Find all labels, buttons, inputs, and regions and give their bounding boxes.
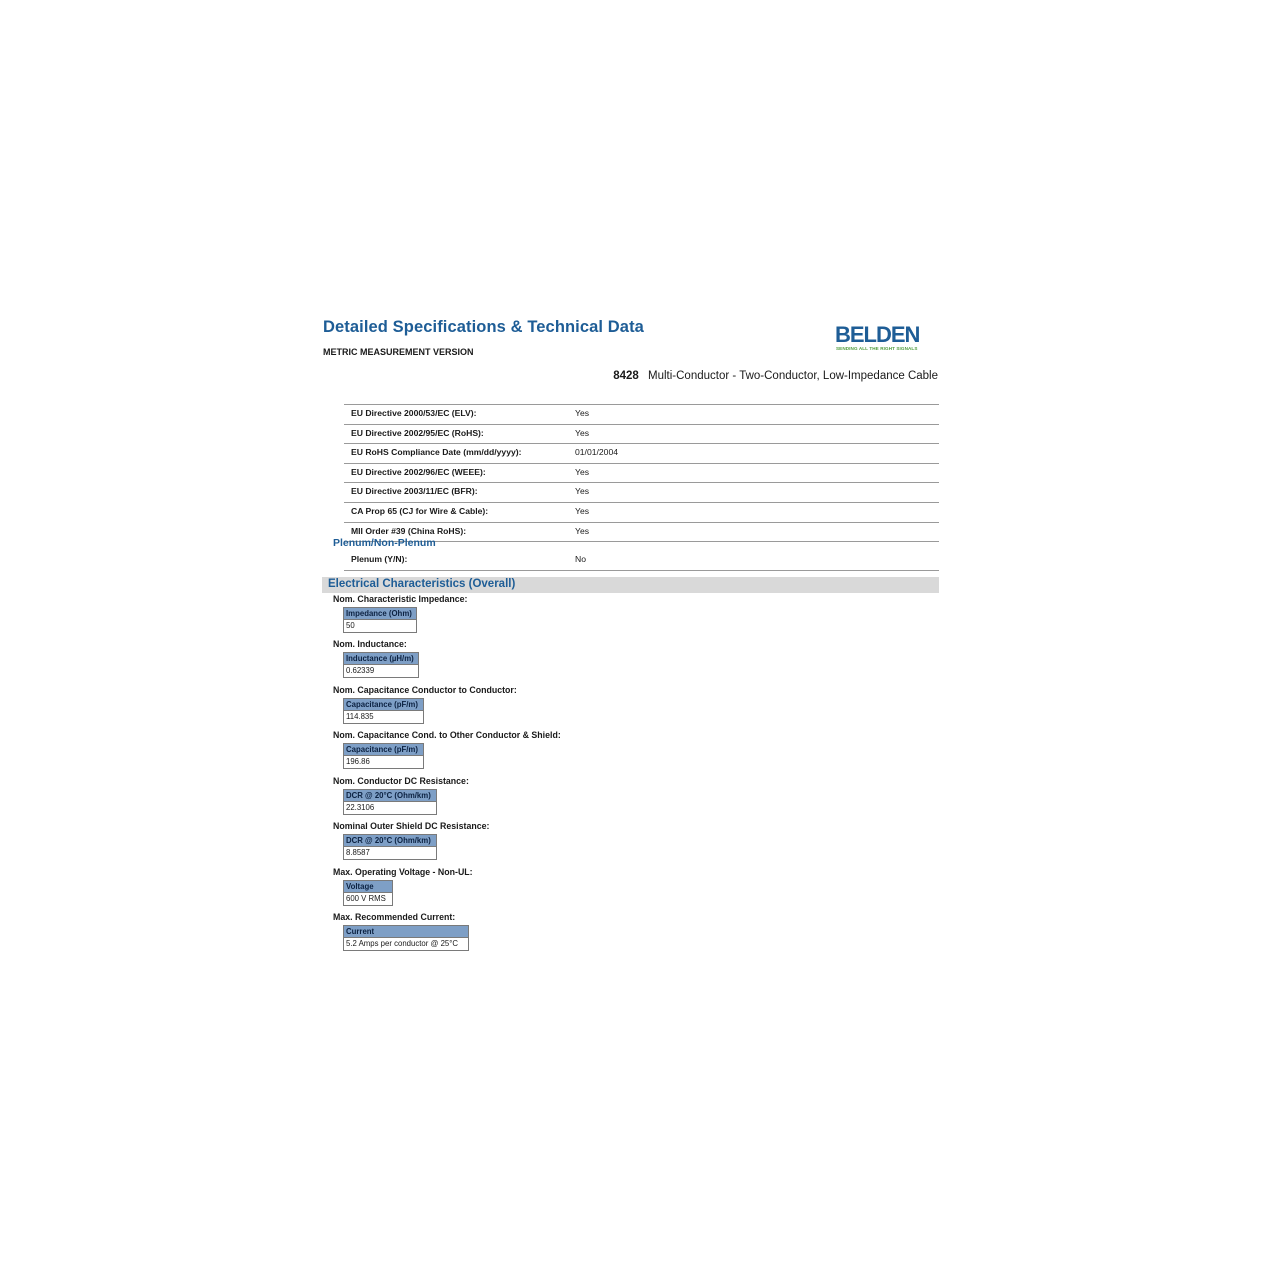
- compliance-table: [344, 404, 939, 542]
- shield-dcr-column-header: DCR @ 20°C (Ohm/km): [344, 835, 436, 847]
- compliance-label: EU RoHS Compliance Date (mm/dd/yyyy):: [351, 447, 522, 458]
- compliance-row: [344, 424, 939, 444]
- current-label: Max. Recommended Current:: [333, 912, 456, 922]
- compliance-label: CA Prop 65 (CJ for Wire & Cable):: [351, 505, 489, 516]
- page-title: Detailed Specifications & Technical Data: [323, 318, 644, 336]
- product-heading: [613, 370, 938, 382]
- inductance-table: [343, 652, 419, 678]
- plenum-table: [344, 551, 939, 571]
- compliance-row: [344, 404, 939, 424]
- shield-dcr-label: Nominal Outer Shield DC Resistance:: [333, 821, 490, 831]
- belden-logo: [835, 322, 925, 354]
- compliance-label: EU Directive 2000/53/EC (ELV):: [351, 408, 477, 418]
- voltage-column-header: Voltage: [344, 881, 392, 893]
- impedance-label: Nom. Characteristic Impedance:: [333, 594, 468, 604]
- capacitance-shield-table: [343, 743, 424, 769]
- compliance-row: [344, 463, 939, 483]
- logo-tagline: SENDING ALL THE RIGHT SIGNALS: [836, 346, 918, 351]
- voltage-value: 600 V RMS: [346, 894, 386, 903]
- conductor-dcr-value: 22.3106: [346, 803, 375, 812]
- page-subtitle: METRIC MEASUREMENT VERSION: [323, 347, 474, 357]
- inductance-label: Nom. Inductance:: [333, 639, 407, 649]
- logo-wordmark: BELDEN: [835, 322, 920, 347]
- voltage-label: Max. Operating Voltage - Non-UL:: [333, 867, 473, 877]
- compliance-label: EU Directive 2003/11/EC (BFR):: [351, 486, 478, 497]
- compliance-value: Yes: [575, 466, 590, 477]
- inductance-column-header: Inductance (µH/m): [344, 653, 418, 665]
- compliance-value: Yes: [575, 427, 590, 438]
- plenum-value: No: [575, 554, 586, 564]
- shield-dcr-value: 8.8587: [346, 848, 370, 857]
- compliance-label: EU Directive 2002/95/EC (RoHS):: [351, 427, 484, 438]
- conductor-dcr-table: [343, 789, 437, 815]
- product-description: Multi-Conductor - Two-Conductor, Low-Impedance Cable: [648, 370, 938, 382]
- capacitance-shield-label: Nom. Capacitance Cond. to Other Conductor & Shield:: [333, 730, 561, 740]
- plenum-label: Plenum (Y/N):: [351, 554, 408, 564]
- compliance-label: EU Directive 2002/96/EC (WEEE):: [351, 466, 486, 477]
- capacitance-shield-value: 196.86: [346, 757, 370, 766]
- compliance-row: [344, 443, 939, 463]
- compliance-row: [344, 482, 939, 502]
- capacitance-c2c-label: Nom. Capacitance Conductor to Conductor:: [333, 685, 517, 695]
- impedance-table: [343, 607, 417, 633]
- current-value: 5.2 Amps per conductor @ 25°C: [346, 939, 459, 948]
- voltage-table: [343, 880, 393, 906]
- compliance-value: Yes: [575, 486, 590, 497]
- capacitance-c2c-table: [343, 698, 424, 724]
- capacitance-shield-column-header: Capacitance (pF/m): [344, 744, 423, 756]
- shield-dcr-table: [343, 834, 437, 860]
- impedance-value: 50: [346, 621, 355, 630]
- current-table: [343, 925, 469, 951]
- current-column-header: Current: [344, 926, 468, 938]
- compliance-value: Yes: [575, 505, 590, 516]
- compliance-value: 01/01/2004: [575, 447, 619, 458]
- compliance-label: MII Order #39 (China RoHS):: [351, 525, 467, 536]
- electrical-heading: Electrical Characteristics (Overall): [328, 578, 516, 590]
- plenum-heading: Plenum/Non-Plenum: [333, 537, 436, 549]
- compliance-value: Yes: [575, 408, 590, 418]
- impedance-column-header: Impedance (Ohm): [344, 608, 416, 620]
- compliance-value: Yes: [575, 525, 590, 536]
- electrical-section-header: [322, 577, 939, 593]
- conductor-dcr-column-header: DCR @ 20°C (Ohm/km): [344, 790, 436, 802]
- capacitance-c2c-column-header: Capacitance (pF/m): [344, 699, 423, 711]
- inductance-value: 0.62339: [346, 666, 375, 675]
- plenum-row: [344, 551, 939, 571]
- compliance-row: [344, 502, 939, 522]
- conductor-dcr-label: Nom. Conductor DC Resistance:: [333, 776, 469, 786]
- capacitance-c2c-value: 114.835: [346, 712, 374, 721]
- product-code: 8428: [613, 370, 639, 382]
